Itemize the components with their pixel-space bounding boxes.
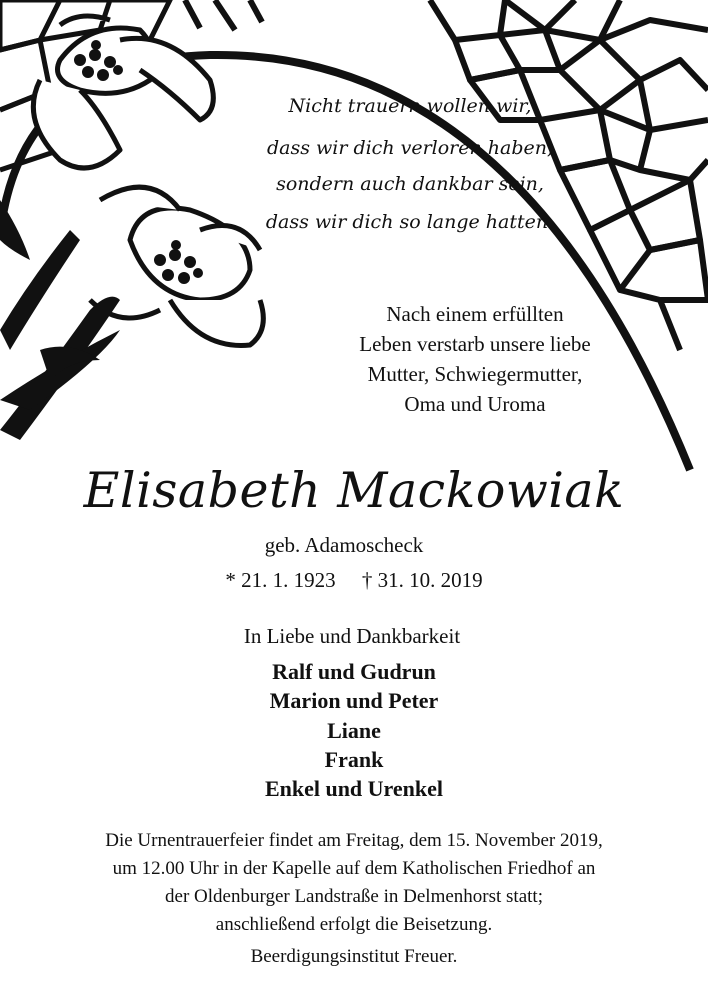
funeral-home: Beerdigungsinstitut Freuer. (250, 946, 458, 967)
birth-name: geb. Adamoscheck (264, 533, 424, 557)
quote-line: Nicht trauern wollen wir, (288, 95, 532, 117)
ceremony-line: anschließend erfolgt die Beisetzung. (215, 914, 493, 935)
intro-line: Nach einem erfüllten (386, 302, 564, 326)
birth-date: * 21. 1. 1923 (225, 568, 336, 592)
lily-stems (0, 200, 120, 440)
ceremony-line: der Oldenburger Landstraße in Delmenhorst statt; (165, 886, 543, 907)
lily-flower-lower (90, 187, 263, 345)
family-member: Marion und Peter (269, 688, 439, 713)
quote-line: sondern auch dankbar sein, (276, 173, 544, 195)
intro-line: Oma und Uroma (404, 392, 546, 416)
dedication: In Liebe und Dankbarkeit (243, 624, 461, 648)
family-member: Frank (324, 747, 384, 772)
deceased-name: Elisabeth Mackowiak (83, 462, 625, 519)
quote-line: dass wir dich so lange hatten. (265, 211, 555, 233)
quote-line: dass wir dich verloren haben, (266, 137, 554, 159)
family-member: Enkel und Urenkel (264, 776, 444, 801)
family-member: Liane (327, 718, 381, 743)
ceremony-line: Die Urnentrauerfeier findet am Freitag, dem 15. November 2019, (105, 830, 603, 851)
life-dates (0, 568, 708, 593)
intro-line: Leben verstarb unsere liebe (359, 332, 591, 356)
intro-line: Mutter, Schwiegermutter, (367, 362, 583, 386)
death-date: † 31. 10. 2019 (361, 568, 483, 592)
family-member: Ralf und Gudrun (272, 659, 436, 684)
ceremony-line: um 12.00 Uhr in der Kapelle auf dem Katholischen Friedhof an (112, 858, 596, 879)
